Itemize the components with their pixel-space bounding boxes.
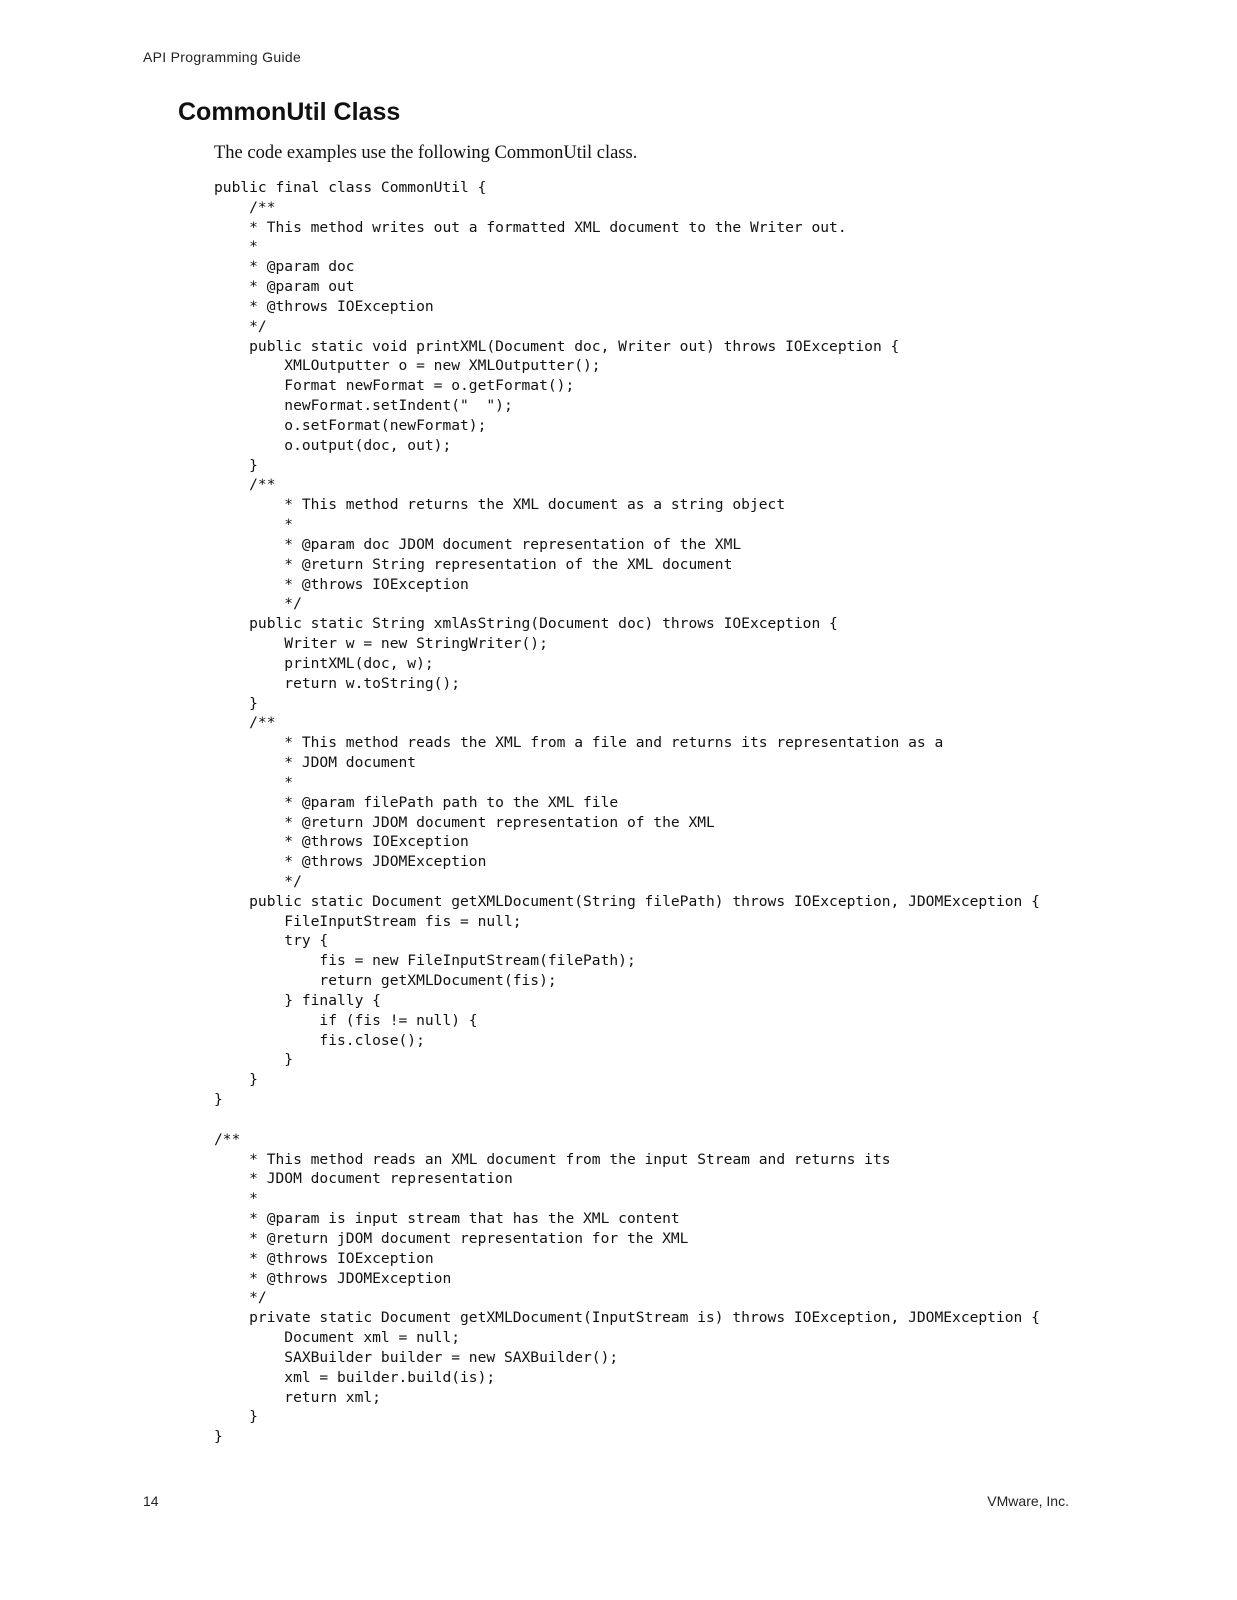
code-line: * @throws IOException <box>214 575 469 593</box>
code-line: return getXMLDocument(fis); <box>214 972 557 990</box>
code-line: public static String xmlAsString(Document doc) throws IOException { <box>214 615 838 633</box>
code-line: XMLOutputter o = new XMLOutputter(); <box>214 357 601 375</box>
code-line <box>214 1110 1040 1130</box>
code-line: */ <box>214 595 302 613</box>
code-line: FileInputStream fis = null; <box>214 912 522 930</box>
code-line: * @throws JDOMException <box>214 1269 452 1287</box>
code-line: * @return JDOM document representation of the XML <box>214 813 715 831</box>
code-line: return w.toString(); <box>214 674 461 692</box>
code-line: * @throws IOException <box>214 1249 434 1267</box>
code-line: fis = new FileInputStream(filePath); <box>214 952 636 970</box>
code-line: printXML(doc, w); <box>214 654 434 672</box>
code-line: } <box>214 1051 294 1069</box>
code-line: } <box>214 1091 223 1109</box>
code-line: } <box>214 456 258 474</box>
code-line: Writer w = new StringWriter(); <box>214 635 548 653</box>
code-line: xml = builder.build(is); <box>214 1368 496 1386</box>
code-line: * @return jDOM document representation for the XML <box>214 1229 689 1247</box>
code-line: public static void printXML(Document doc, Writer out) throws IOException { <box>214 337 900 355</box>
code-line: * This method writes out a formatted XML document to the Writer out. <box>214 218 847 236</box>
code-line: o.setFormat(newFormat); <box>214 416 487 434</box>
code-line: if (fis != null) { <box>214 1011 478 1029</box>
code-line: Document xml = null; <box>214 1329 461 1347</box>
code-line: * JDOM document <box>214 754 417 772</box>
code-line: * @return String representation of the XML document <box>214 555 733 573</box>
code-line: * @param filePath path to the XML file <box>214 793 619 811</box>
code-line: * @throws IOException <box>214 833 469 851</box>
code-line: * @throws JDOMException <box>214 853 487 871</box>
code-line: * @param doc <box>214 258 355 276</box>
code-line: /** <box>214 1130 241 1148</box>
code-line: * <box>214 516 294 534</box>
code-line: * <box>214 773 294 791</box>
section-title: CommonUtil Class <box>178 98 401 126</box>
code-line: * This method reads an XML document from the input Stream and returns its <box>214 1150 891 1168</box>
page-number: 14 <box>143 1493 159 1509</box>
code-line: } <box>214 1428 223 1446</box>
code-line: */ <box>214 1289 267 1307</box>
code-line: fis.close(); <box>214 1031 425 1049</box>
code-line: * <box>214 238 258 256</box>
code-line: public final class CommonUtil { <box>214 179 487 196</box>
code-line: * @param is input stream that has the XML content <box>214 1210 680 1228</box>
code-line: } <box>214 1408 258 1426</box>
code-line: newFormat.setIndent(" "); <box>214 397 513 415</box>
intro-paragraph: The code examples use the following CommonUtil class. <box>214 143 638 163</box>
code-line: /** <box>214 714 276 732</box>
code-line: * This method reads the XML from a file and returns its representation as a <box>214 734 944 752</box>
code-line: * JDOM document representation <box>214 1170 513 1188</box>
code-line: } <box>214 1071 258 1089</box>
code-line: * @param out <box>214 278 355 296</box>
code-line: } finally { <box>214 991 381 1009</box>
running-header: API Programming Guide <box>143 49 302 65</box>
code-line: o.output(doc, out); <box>214 436 452 454</box>
code-line: private static Document getXMLDocument(InputStream is) throws IOException, JDOMException { <box>214 1309 1040 1327</box>
code-line: SAXBuilder builder = new SAXBuilder(); <box>214 1348 619 1366</box>
code-line: try { <box>214 932 329 950</box>
code-line: * <box>214 1190 258 1208</box>
code-line: /** <box>214 198 276 216</box>
code-line: */ <box>214 317 267 335</box>
code-line: } <box>214 694 258 712</box>
code-line: * @param doc JDOM document representation of the XML <box>214 535 742 553</box>
code-line: /** <box>214 476 276 494</box>
company-name: VMware, Inc. <box>987 1493 1069 1509</box>
code-line: */ <box>214 872 302 890</box>
code-line: public static Document getXMLDocument(String filePath) throws IOException, JDOMException { <box>214 892 1040 910</box>
code-line: return xml; <box>214 1388 381 1406</box>
code-line: * @throws IOException <box>214 297 434 315</box>
code-line: * This method returns the XML document as a string object <box>214 496 786 514</box>
code-listing <box>214 178 1040 1447</box>
code-line: Format newFormat = o.getFormat(); <box>214 377 575 395</box>
